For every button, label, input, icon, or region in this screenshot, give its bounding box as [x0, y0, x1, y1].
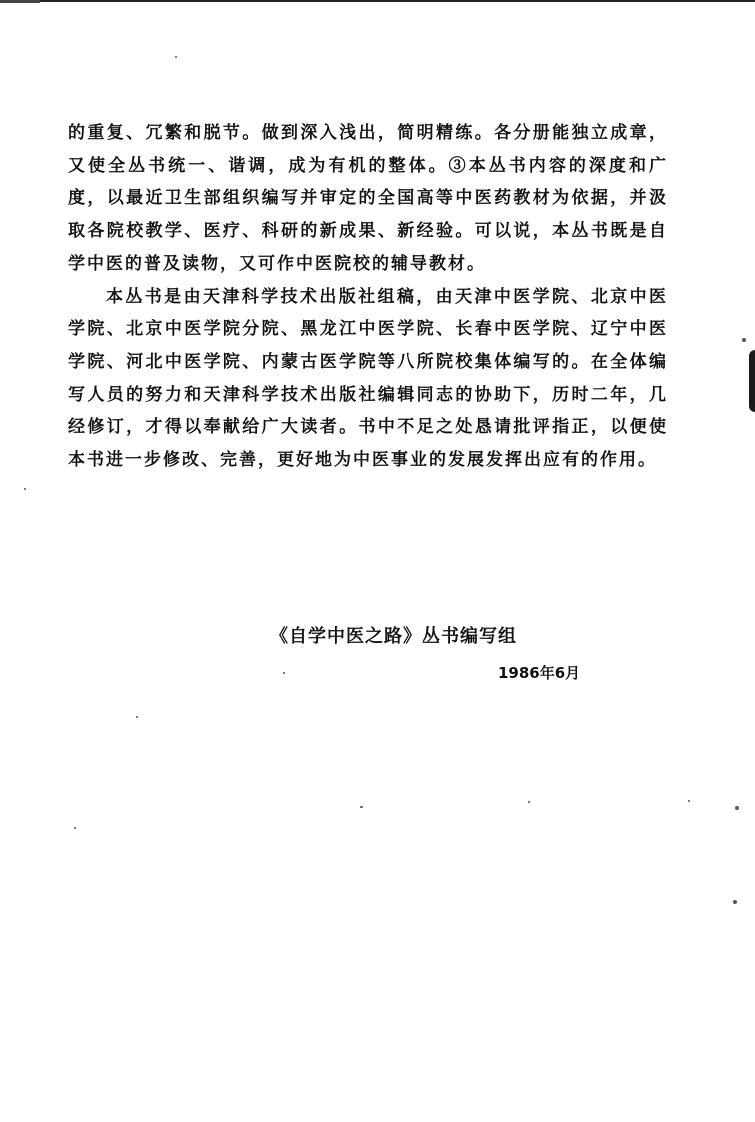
scan-speck — [24, 488, 26, 490]
body-text — [68, 117, 668, 477]
scan-speck — [742, 338, 746, 342]
scan-speck — [136, 716, 138, 718]
signature-organization: 《自学中医之路》丛书编写组 — [270, 626, 517, 647]
scan-speck — [74, 827, 76, 829]
signature-block — [270, 622, 630, 682]
signature-date: 1986年6月 — [498, 664, 581, 682]
scan-speck — [733, 900, 737, 904]
scan-speck — [283, 672, 285, 674]
scan-speck — [175, 56, 177, 58]
scan-speck — [360, 806, 363, 808]
scan-speck — [528, 801, 530, 803]
paragraph-continued: 的重复、冗繁和脱节。做到深入浅出，简明精练。各分册能独立成章，又使全丛书统一、谐调，成为有机的整体。③本丛书内容的深度和广度，以最近卫生部组织编写并审定的全国高等中医药教材为依据，并汲取各院校教学、医疗、科研的新成果、新经验。可以说，本丛书既是自学中医的普及读物，又可作中医院校的辅导教材。 — [68, 123, 668, 274]
top-border-mark — [0, 0, 40, 3]
scan-edge-mark — [749, 350, 755, 412]
top-border-line — [0, 0, 755, 2]
scan-speck — [688, 800, 690, 802]
scan-speck — [735, 806, 739, 810]
paragraph-publishing-info: 本丛书是由天津科学技术出版社组稿，由天津中医学院、北京中医学院、北京中医学院分院、黑龙江中医学院、长春中医学院、辽宁中医学院、河北中医学院、内蒙古医学院等八所院校集体编写的。在全体编写人员的努力和天津科学技术出版社编辑同志的协助下，历时二年，几经修订，才得以奉献给广大读者。书中不足之处恳请批评指正，以便使本书进一步修改、完善，更好地为中医事业的发展发挥出应有的作用。 — [68, 286, 668, 471]
